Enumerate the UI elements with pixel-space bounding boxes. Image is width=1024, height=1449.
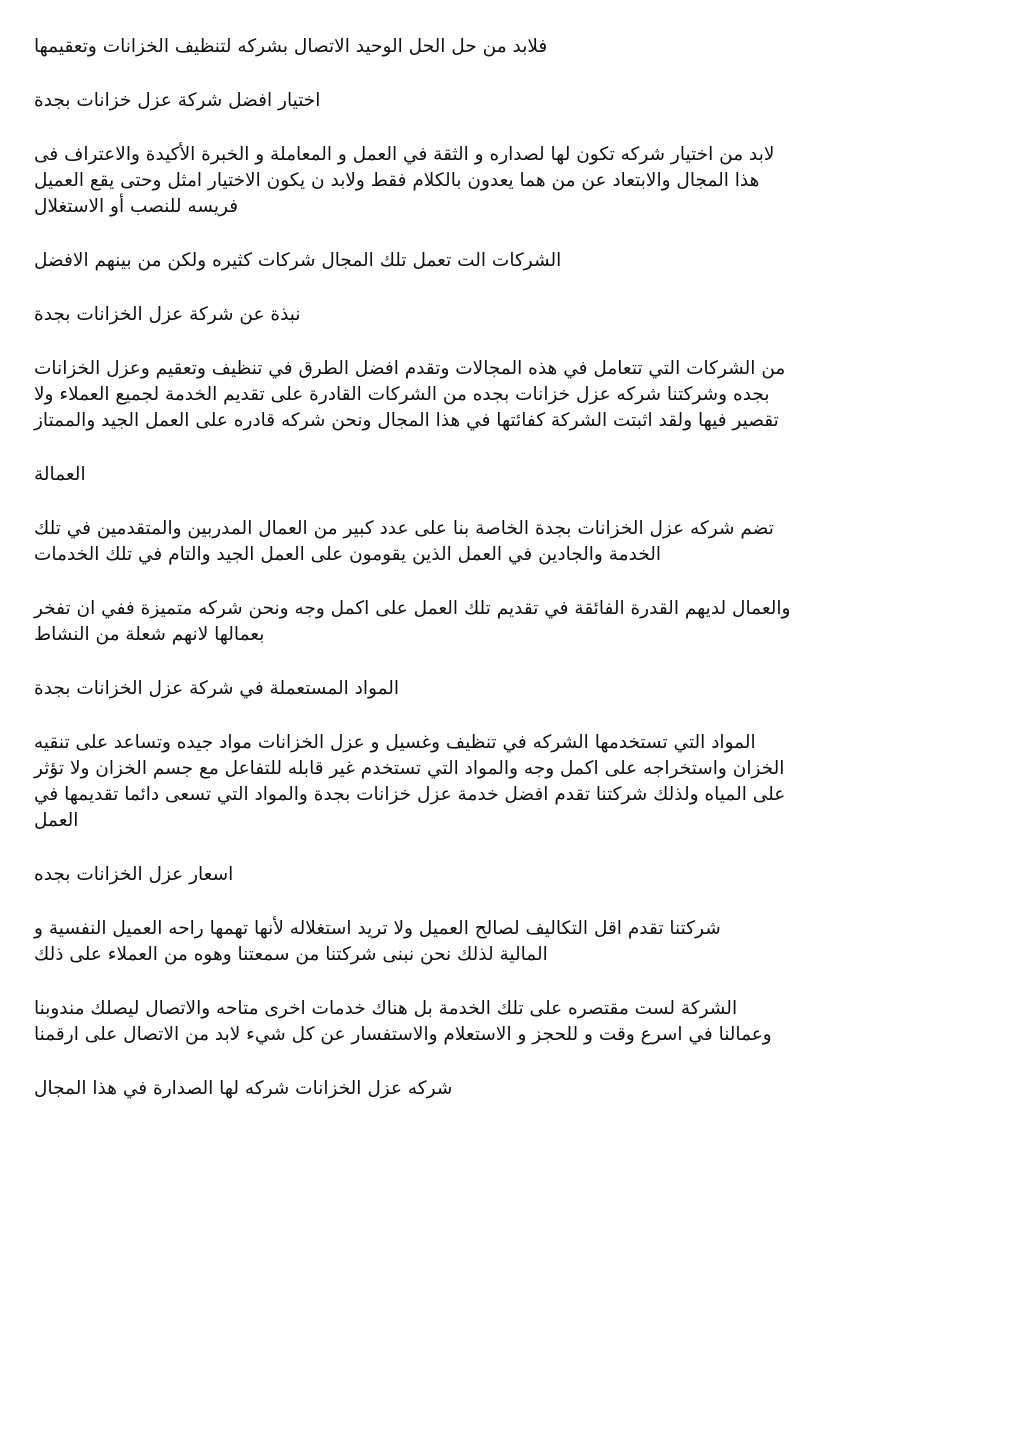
text-line: فريسه للنصب أو الاستغلال: [34, 196, 239, 217]
text-line: اسعار عزل الخزانات بجده: [34, 864, 234, 885]
text-line: وعمالنا في اسرع وقت و للحجز و الاستعلام والاستفسار عن كل شيء لابد من الاتصال على ارقمنا: [34, 1024, 772, 1045]
paragraph-workers-skill: [34, 596, 984, 648]
text-line: الشركات الت تعمل تلك المجال شركات كثيره ولكن من بينهم الافضل: [34, 250, 562, 271]
heading-about-company: [34, 302, 984, 328]
text-line: نبذة عن شركة عزل الخزانات بجدة: [34, 304, 301, 325]
text-line: تضم شركه عزل الخزانات بجدة الخاصة بنا على عدد كبير من العمال المدربين والمتقدمين في تلك: [34, 518, 774, 539]
paragraph-prices: [34, 916, 984, 968]
heading-materials: [34, 676, 984, 702]
text-line: شركتنا تقدم اقل التكاليف لصالح العميل ولا تريد استغلاله لأنها تهمها راحه العميل النفسية و: [34, 918, 721, 939]
text-line: شركه عزل الخزانات شركه لها الصدارة في هذا المجال: [34, 1078, 453, 1099]
text-line: على المياه ولذلك شركتنا تقدم افضل خدمة عزل خزانات بجدة والمواد التي تسعى دائما تقديمها في: [34, 784, 786, 805]
paragraph-companies-in-field: [34, 248, 984, 274]
heading-choose-best-company: [34, 88, 984, 114]
text-line: العمل: [34, 810, 79, 831]
paragraph-workers: [34, 516, 984, 568]
heading-prices: [34, 862, 984, 888]
text-line: المواد المستعملة في شركة عزل الخزانات بجدة: [34, 678, 400, 699]
text-line: تقصير فيها ولقد اثبتت الشركة كفائتها في هذا المجال ونحن شركه قادره على العمل الجيد والممتاز: [34, 410, 779, 431]
paragraph-choose-company: [34, 142, 984, 220]
paragraph-about-company: [34, 356, 984, 434]
text-line: العمالة: [34, 464, 86, 485]
paragraph-1: [34, 34, 984, 60]
text-line: بجده وشركتنا شركه عزل خزانات بجده من الشركات القادرة على تقديم الخدمة لجميع العملاء ولا: [34, 384, 770, 405]
text-line: اختيار افضل شركة عزل خزانات بجدة: [34, 90, 321, 111]
text-line: فلابد من حل الحل الوحيد الاتصال بشركه لتنظيف الخزانات وتعقيمها: [34, 36, 548, 57]
document-body: [34, 34, 984, 1130]
text-line: هذا المجال والابتعاد عن من هما يعدون بالكلام فقط ولابد ن يكون الاختيار امثل وحتى يقع العميل: [34, 170, 760, 191]
text-line: لابد من اختيار شركه تكون لها لصداره و الثقة في العمل و المعاملة و الخبرة الأكيدة والاعتراف فى: [34, 144, 775, 165]
text-line: الخزان واستخراجه على اكمل وجه والمواد التي تستخدم غير قابله للتفاعل مع جسم الخزان ولا تؤثر: [34, 758, 785, 779]
text-line: الخدمة والجادين في العمل الذين يقومون على العمل الجيد والتام في تلك الخدمات: [34, 544, 661, 565]
paragraph-materials: [34, 730, 984, 834]
text-line: الشركة لست مقتصره على تلك الخدمة بل هناك خدمات اخرى متاحه والاتصال ليصلك مندوبنا: [34, 998, 738, 1019]
text-line: والعمال لديهم القدرة الفائقة في تقديم تلك العمل على اكمل وجه ونحن شركه متميزة ففي ان تفخر: [34, 598, 791, 619]
paragraph-closing: [34, 1076, 984, 1102]
text-line: بعمالها لانهم شعلة من النشاط: [34, 624, 265, 645]
paragraph-other-services: [34, 996, 984, 1048]
text-line: المالية لذلك نحن نبنى شركتنا من سمعتنا وهوه من العملاء على ذلك: [34, 944, 548, 965]
text-line: من الشركات التي تتعامل في هذه المجالات وتقدم افضل الطرق في تنظيف وتعقيم وعزل الخزانات: [34, 358, 786, 379]
text-line: المواد التي تستخدمها الشركه في تنظيف وغسيل و عزل الخزانات مواد جيده وتساعد على تنقيه: [34, 732, 756, 753]
heading-workers: [34, 462, 984, 488]
